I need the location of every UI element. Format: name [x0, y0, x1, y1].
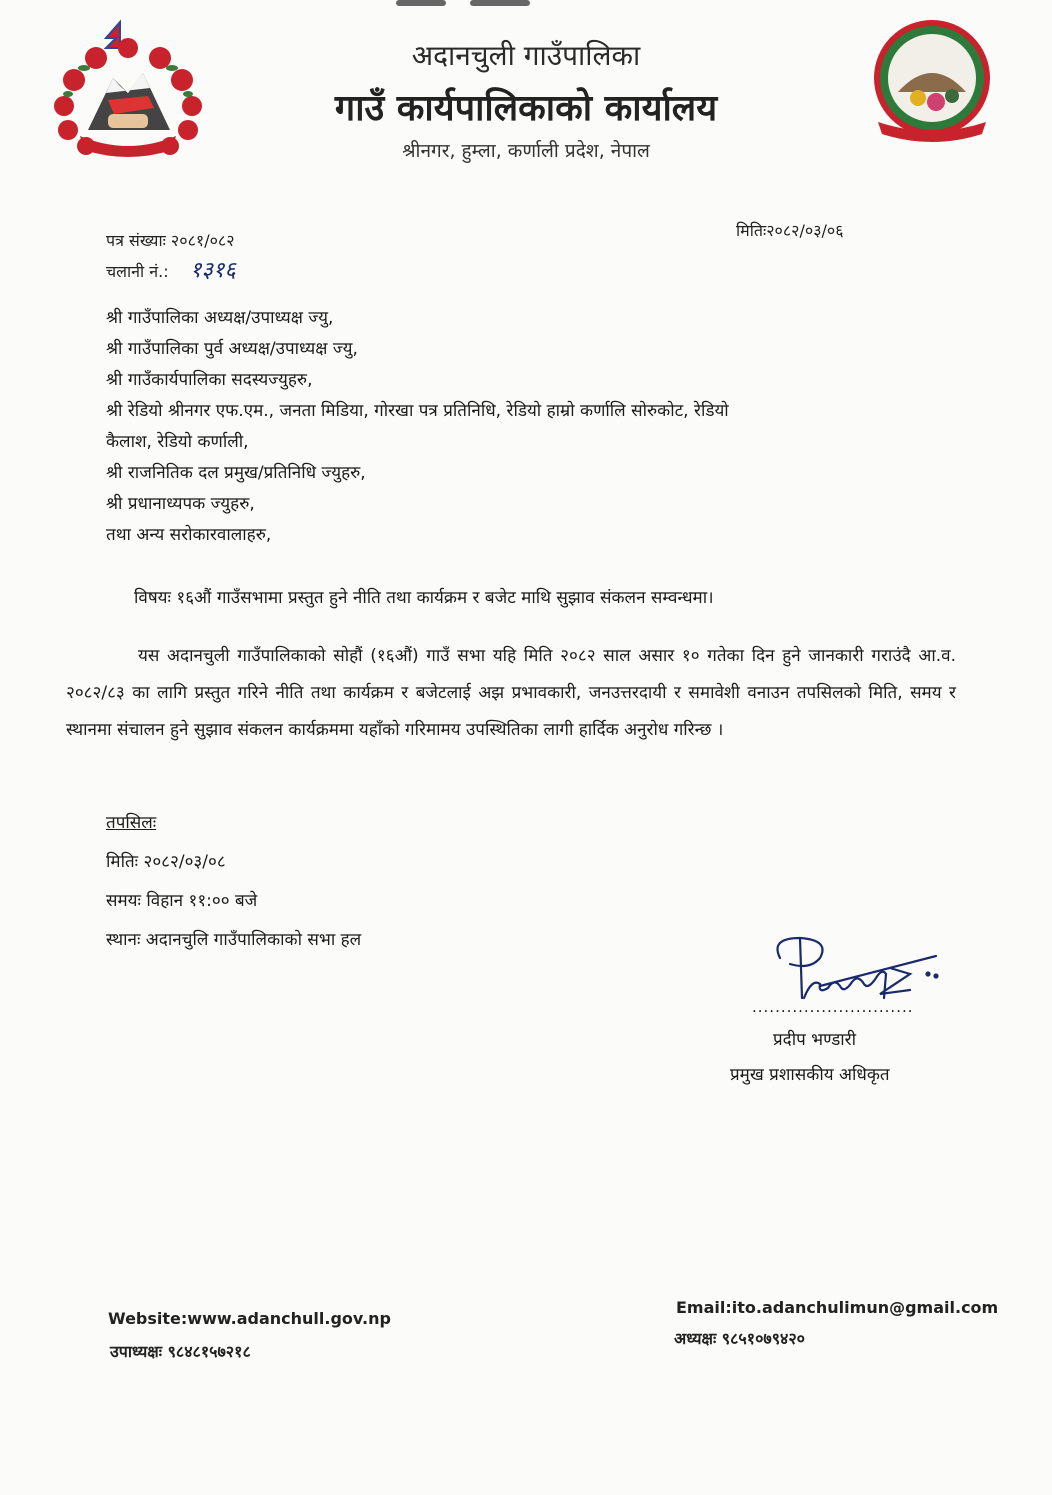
- recipient-line: तथा अन्य सरोकारवालाहरु,: [106, 525, 272, 545]
- signature-dots: ............................: [752, 998, 914, 1016]
- details-time: समयः विहान ११:०० बजे: [106, 891, 258, 911]
- office-address: श्रीनगर, हुम्ला, कर्णाली प्रदेश, नेपाल: [402, 140, 650, 162]
- recipient-line: श्री प्रधानाध्यपक ज्युहरु,: [106, 494, 255, 514]
- dispatch-number: १३१६: [190, 258, 236, 283]
- recipient-list: [106, 303, 729, 551]
- letter-number: पत्र संख्याः २०८१/०८२: [106, 231, 235, 250]
- footer-vice-chair-phone: उपाध्यक्षः ९८४८१५७२१८: [110, 1342, 251, 1361]
- recipient-line: श्री राजनितिक दल प्रमुख/प्रतिनिधि ज्युहरु,: [106, 463, 366, 483]
- signatory-title: प्रमुख प्रशासकीय अधिकृत: [730, 1065, 890, 1085]
- footer-website: Website:www.adanchull.gov.np: [108, 1309, 391, 1328]
- recipient-line: श्री रेडियो श्रीनगर एफ.एम., जनता मिडिया, गोरखा पत्र प्रतिनिधि, रेडियो हाम्रो कर्णालि सोरुकोट, रेडियो: [106, 401, 729, 421]
- dispatch-label: चलानी नं.:: [106, 262, 169, 281]
- letter-subject: विषयः १६औं गाउँसभामा प्रस्तुत हुने नीति तथा कार्यक्रम र बजेट माथि सुझाव संकलन सम्वन्धमा।: [134, 588, 714, 608]
- details-block: [106, 804, 361, 960]
- footer-chair-phone: अध्यक्षः ९८५१०७९४२०: [674, 1329, 805, 1348]
- details-date: मितिः २०८२/०३/०८: [106, 852, 226, 872]
- scan-mark: [470, 0, 530, 6]
- office-title: गाउँ कार्यपालिकाको कार्यालय: [334, 88, 718, 129]
- letter-date: मितिः२०८२/०३/०६: [736, 221, 844, 240]
- letter-body: यस अदानचुली गाउँपालिकाको सोहौं (१६औं) गाउँ सभा यहि मिति २०८२ साल असार १० गतेका दिन हुने जानकारी गराउंदै आ.व. २०८२/८३ का लागि प्रस्तुत गरिने नीति तथा कार्यक्रम र बजेटलाई अझ प्रभावकारी, जनउत्तरदायी र समावेशी वनाउन तपसिलको मिति, समय र स्थानमा संचालन हुने सुझाव संकलन कार्यक्रममा यहाँको गरिमामय उपस्थितिका लागी हार्दिक अनुरोध गरिन्छ ।: [66, 646, 956, 740]
- recipient-line: श्री गाउँकार्यपालिका सदस्यज्युहरु,: [106, 370, 313, 390]
- signatory-name: प्रदीप भण्डारी: [773, 1030, 857, 1050]
- recipient-line: श्री गाउँपालिका अध्यक्ष/उपाध्यक्ष ज्यु,: [106, 308, 334, 328]
- recipient-line: श्री गाउँपालिका पुर्व अध्यक्ष/उपाध्यक्ष ज्यु,: [106, 339, 358, 359]
- details-heading: तपसिलः: [106, 813, 157, 833]
- footer-email: Email:ito.adanchulimun@gmail.com: [676, 1298, 999, 1317]
- details-place: स्थानः अदानचुलि गाउँपालिकाको सभा हल: [106, 930, 362, 950]
- scan-mark: [396, 0, 446, 6]
- municipality-name: अदानचुली गाउँपालिका: [411, 39, 641, 72]
- recipient-line: कैलाश, रेडियो कर्णाली,: [106, 432, 249, 452]
